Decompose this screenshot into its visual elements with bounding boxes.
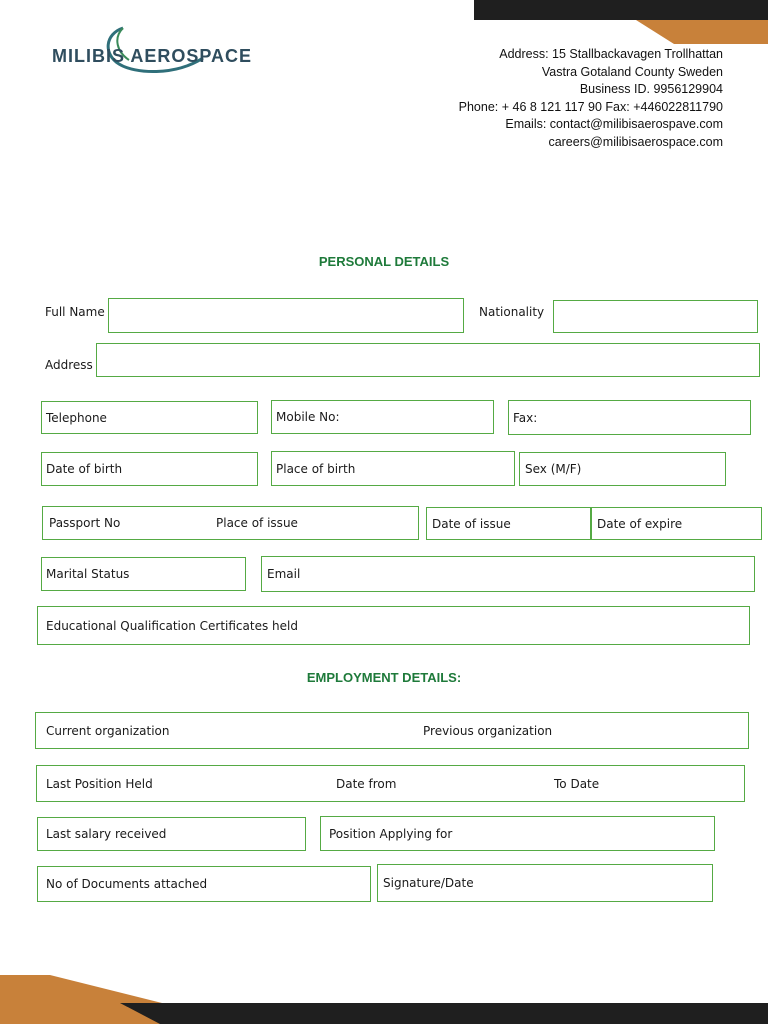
address-field[interactable] — [96, 343, 760, 377]
signature-date-label: Signature/Date — [383, 876, 474, 890]
date-of-birth-label: Date of birth — [46, 462, 123, 476]
sex-label: Sex (M/F) — [525, 462, 582, 476]
personal-details-heading: PERSONAL DETAILS — [318, 254, 450, 269]
current-organization-label: Current organization — [46, 723, 170, 738]
nationality-field[interactable] — [553, 300, 758, 333]
company-address — [459, 46, 723, 152]
place-of-issue-label: Place of issue — [216, 516, 298, 530]
date-of-expire-field[interactable] — [591, 507, 762, 540]
email-label: Email — [267, 567, 301, 581]
last-position-label: Last Position Held — [46, 776, 153, 791]
address-line: Address: 15 Stallbackavagen Trollhattan — [499, 47, 723, 61]
company-logo: MILIBIS AEROSPACE — [52, 46, 253, 66]
telephone-label: Telephone — [46, 410, 107, 425]
education-field[interactable] — [37, 606, 750, 645]
marital-status-field[interactable] — [41, 557, 246, 591]
top-dark-band — [474, 0, 768, 20]
last-salary-label: Last salary received — [46, 827, 167, 841]
position-history-field[interactable] — [36, 765, 745, 802]
address-line: Vastra Gotaland County Sweden — [541, 64, 723, 79]
address-line: Phone: + 46 8 121 117 90 Fax: +446022811790 — [458, 99, 723, 114]
marital-status-label: Marital Status — [46, 567, 130, 581]
passport-label: Passport No — [49, 516, 121, 530]
top-orange-accent — [636, 20, 768, 44]
email-field[interactable] — [261, 556, 755, 592]
place-of-birth-label: Place of birth — [276, 461, 356, 476]
address-line: Business ID. 9956129904 — [579, 82, 723, 97]
organization-field[interactable] — [35, 712, 749, 749]
last-salary-field[interactable] — [37, 817, 306, 851]
documents-attached-label: No of Documents attached — [46, 877, 208, 891]
signature-date-field[interactable] — [377, 864, 713, 902]
passport-field[interactable] — [42, 506, 419, 540]
bottom-orange-wedge — [0, 1003, 170, 1024]
date-from-label: Date from — [336, 776, 397, 791]
full-name-label: Full Name — [45, 305, 105, 319]
address-line: careers@milibisaerospace.com — [548, 134, 723, 149]
date-of-expire-label: Date of expire — [597, 516, 683, 531]
date-of-birth-field[interactable] — [41, 452, 258, 486]
education-label: Educational Qualification Certificates held — [46, 618, 298, 633]
sex-field[interactable] — [519, 452, 726, 486]
documents-attached-field[interactable] — [37, 866, 371, 902]
address-label: Address — [45, 358, 93, 372]
to-date-label: To Date — [554, 776, 600, 791]
fax-label: Fax: — [513, 410, 538, 425]
date-of-issue-label: Date of issue — [432, 516, 511, 531]
employment-details-heading: EMPLOYMENT DETAILS: — [306, 670, 462, 685]
mobile-field[interactable] — [271, 400, 494, 434]
full-name-field[interactable] — [108, 298, 464, 333]
place-of-birth-field[interactable] — [271, 451, 515, 486]
position-applying-field[interactable] — [320, 816, 715, 851]
previous-organization-label: Previous organization — [423, 723, 553, 738]
date-of-issue-field[interactable] — [426, 507, 591, 540]
address-line: Emails: contact@milibisaerospave.com — [505, 117, 723, 132]
mobile-label: Mobile No: — [276, 410, 340, 424]
telephone-field[interactable] — [41, 401, 258, 434]
nationality-label: Nationality — [479, 305, 545, 319]
bottom-orange-accent — [0, 975, 170, 1005]
position-applying-label: Position Applying for — [329, 826, 453, 841]
fax-field[interactable] — [508, 400, 751, 435]
